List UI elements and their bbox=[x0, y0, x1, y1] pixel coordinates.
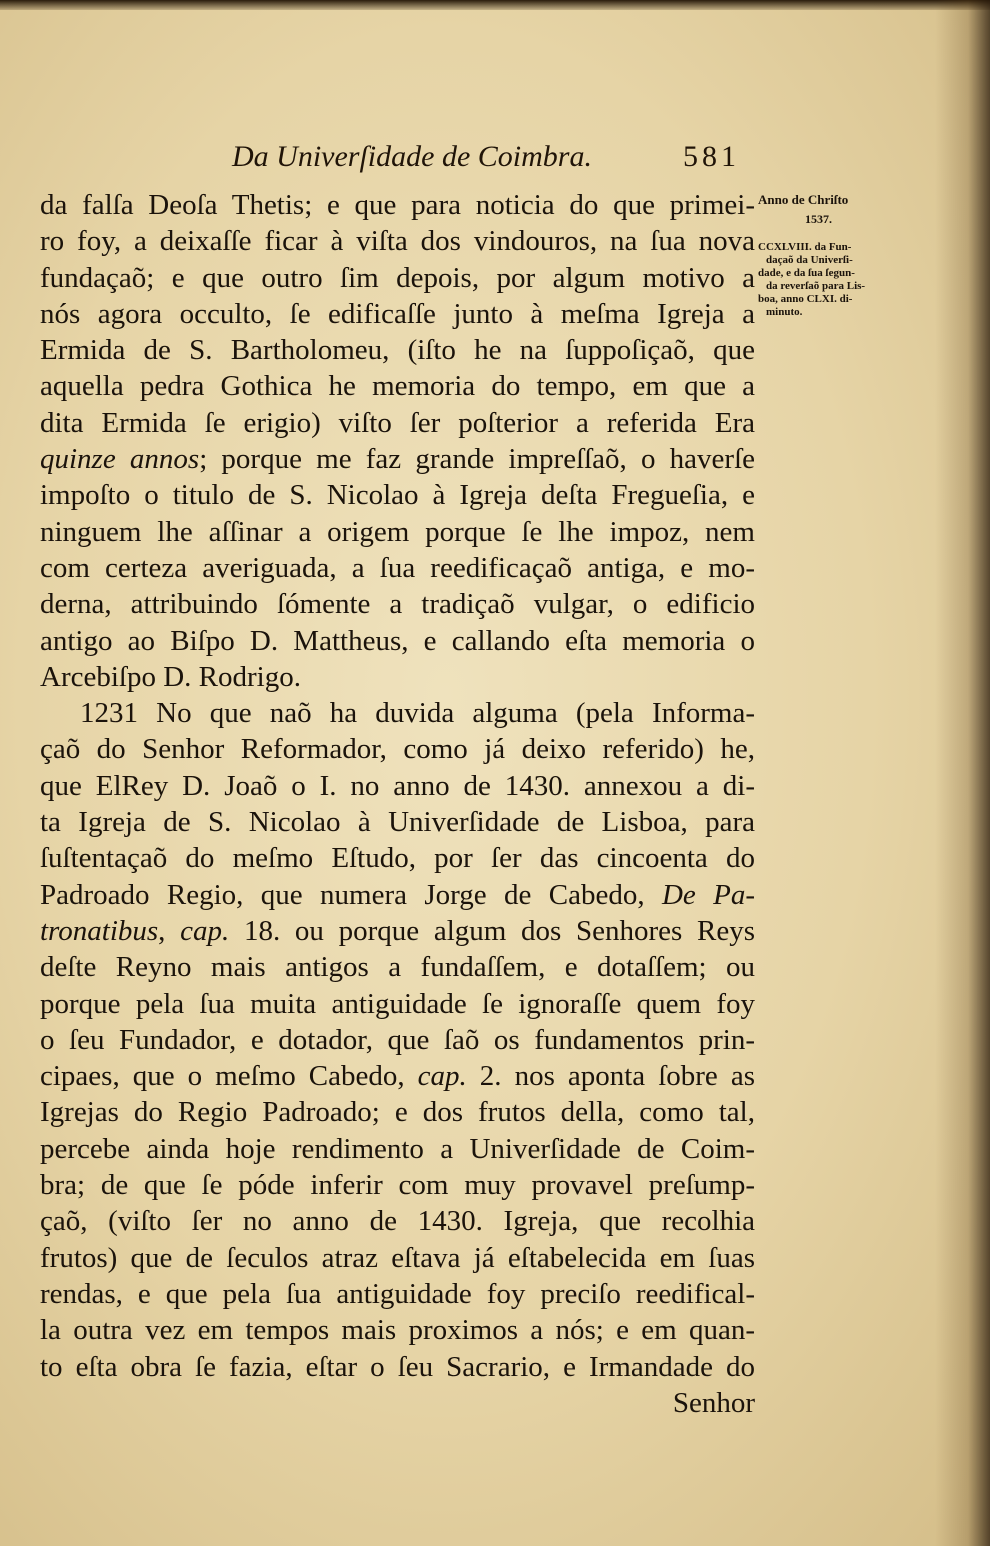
text-line: tronatibus, cap. 18. ou porque algum dos Senhores Reys bbox=[40, 914, 755, 947]
text-line: o ſeu Fundador, e dotador, que ſaõ os fundamentos prin- bbox=[40, 1023, 755, 1056]
text-line: derna, attribuindo ſómente a tradiçaõ vulgar, o edificio bbox=[40, 588, 755, 621]
text-line: percebe ainda hoje rendimento a Univerſidade de Coim- bbox=[40, 1132, 755, 1165]
text-line: Igrejas do Regio Padroado; e dos frutos della, como tal, bbox=[40, 1096, 755, 1129]
text-line: frutos) que de ſeculos atraz eſtava já eſtabelecida em ſuas bbox=[40, 1241, 755, 1274]
running-title: Da Univerſidade de Coimbra. bbox=[232, 140, 592, 173]
margin-note-line: boa, anno CLXI. di- bbox=[758, 293, 853, 305]
text-line: Ermida de S. Bartholomeu, (iſto he na ſuppoſiçaõ, que bbox=[40, 334, 755, 367]
margin-note-line: CCXLVIII. da Fun- bbox=[758, 241, 852, 253]
margin-anno-label: Anno de Chriſto bbox=[758, 192, 849, 207]
margin-note-line: daçaõ da Univerſi- bbox=[766, 254, 853, 266]
text-line: ro foy, a deixaſſe ficar à viſta dos vindouros, na ſua nova bbox=[40, 225, 755, 258]
text-line: ta Igreja de S. Nicolao à Univerſidade de Lisboa, para bbox=[40, 806, 755, 839]
text-line: bra; de que ſe póde inferir com muy provavel preſump- bbox=[40, 1169, 755, 1202]
text-line: çaõ do Senhor Reformador, como já deixo referido) he, bbox=[40, 733, 755, 766]
margin-note-line: da reverſaõ para Lis- bbox=[766, 280, 866, 292]
text-line: la outra vez em tempos mais proximos a nós; e em quan- bbox=[40, 1314, 755, 1347]
text-line: com certeza averiguada, a ſua reedificaçaõ antiga, e mo- bbox=[40, 551, 755, 584]
text-line: quinze annos; porque me faz grande impreſſaõ, o haverſe bbox=[40, 443, 755, 476]
text-line: nós agora occulto, ſe edificaſſe junto à meſma Igreja a bbox=[40, 297, 755, 330]
margin-year: 1537. bbox=[805, 212, 832, 226]
text-line: deſte Reyno mais antigos a fundaſſem, e dotaſſem; ou bbox=[40, 951, 755, 984]
text-line: que ElRey D. Joaõ o I. no anno de 1430. annexou a di- bbox=[40, 769, 755, 802]
text-line: antigo ao Biſpo D. Mattheus, e callando eſta memoria o bbox=[40, 624, 755, 657]
page-number: 581 bbox=[683, 140, 740, 173]
page-top-edge bbox=[0, 0, 990, 10]
text-line: Padroado Regio, que numera Jorge de Cabedo, De Pa- bbox=[40, 878, 755, 911]
paragraph-number-line: 1231 No que naõ ha duvida alguma (pela Informa- bbox=[80, 697, 755, 730]
text-line: dita Ermida ſe erigio) viſto ſer poſterior a referida Era bbox=[40, 406, 755, 439]
margin-notes bbox=[758, 192, 908, 319]
text-line: Arcebiſpo D. Rodrigo. bbox=[40, 660, 301, 693]
text-line: rendas, e que pela ſua antiguidade foy preciſo reedifical- bbox=[40, 1277, 755, 1310]
text-line: ſuſtentaçaõ do meſmo Eſtudo, por ſer das cincoenta do bbox=[40, 842, 755, 875]
text-line: ninguem lhe aſſinar a origem porque ſe lhe impoz, nem bbox=[40, 515, 755, 548]
text-line: porque pela ſua muita antiguidade ſe ignoraſſe quem foy bbox=[40, 987, 755, 1020]
catchword: Senhor bbox=[672, 1386, 755, 1419]
margin-note-line: minuto. bbox=[766, 306, 803, 318]
margin-note bbox=[758, 241, 908, 319]
text-line: fundaçaõ; e que outro ſim depois, por algum motivo a bbox=[40, 261, 755, 294]
page-gutter-shadow bbox=[935, 0, 990, 1546]
text-line: aquella pedra Gothica he memoria do tempo, em que a bbox=[40, 370, 755, 403]
text-line: çaõ, (viſto ſer no anno de 1430. Igreja, que recolhia bbox=[40, 1205, 755, 1238]
margin-note-line: dade, e da ſua ſegun- bbox=[758, 267, 855, 279]
running-head bbox=[0, 140, 990, 180]
text-line: to eſta obra ſe fazia, eſtar o ſeu Sacrario, e Irmandade do bbox=[40, 1350, 755, 1383]
body-text bbox=[40, 187, 755, 1421]
text-line: impoſto o titulo de S. Nicolao à Igreja deſta Fregueſia, e bbox=[40, 479, 755, 512]
text-line: da falſa Deoſa Thetis; e que para noticia do que primei- bbox=[40, 189, 755, 221]
text-line: cipaes, que o meſmo Cabedo, cap. 2. nos aponta ſobre as bbox=[40, 1060, 755, 1093]
